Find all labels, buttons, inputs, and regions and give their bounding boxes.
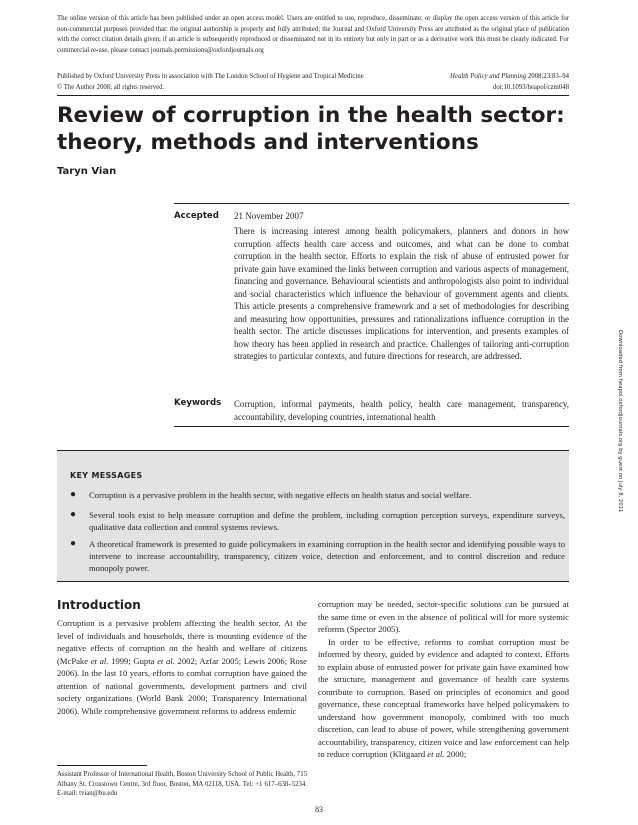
- key-message-item: [70, 538, 565, 574]
- journal-name: Health Policy and Planning: [450, 73, 527, 80]
- key-message-text: A theoretical framework is presented to guide policymakers in examining corruption in the health sector and identifying possible ways to intervene to increase accountability, transparency, citizen voice, detection and enforcement, and to control discretion and reduce monopoly power.: [89, 539, 565, 573]
- key-message-text: Corruption is a pervasive problem in the health sector, with negative effects on health status and social welfare.: [89, 490, 472, 500]
- keywords-list: Corruption, informal payments, health policy, health care management, transparency, accountability, developing countries, international health: [234, 399, 569, 422]
- key-message-text: Several tools exist to help measure corruption and define the problem, including corruption perception surveys, expenditure surveys, qualitative data collection and control systems reviews.: [89, 510, 565, 532]
- page-number: 83: [315, 805, 323, 814]
- accepted-label: Accepted: [174, 211, 219, 221]
- footnote-rule: [57, 765, 147, 766]
- introduction-heading: Introduction: [57, 598, 141, 612]
- bullet-icon: ●: [70, 509, 77, 520]
- publisher-line: Published by Oxford University Press in association with The London School of Hygiene and Tropical Medicine: [57, 73, 364, 80]
- keywords-label: Keywords: [174, 398, 222, 408]
- journal-citation: [450, 72, 569, 83]
- key-message-item: [70, 489, 565, 501]
- article-title: Review of corruption in the health sector: theory, methods and interventions: [57, 103, 565, 155]
- introduction-column-left: Corruption is a pervasive problem affecting the health sector. At the level of individuals and households, there is mounting evidence of the negative effects of corruption on the health and welfare of citizens (McPake et al. 1999; Gupta et al. 2002; Azfar 2005; Lewis 2006; Rose 2006). In the last 10 years, efforts to combat corruption have gained the attention of national governments, development partners and civil society organizations (World Bank 2000; Transparency International 2006). While comprehensive government reforms to address endemic: [57, 618, 307, 716]
- accepted-date: 21 November 2007: [234, 211, 304, 221]
- key-message-item: [70, 509, 565, 533]
- open-access-notice: The online version of this article has been published under an open access model. Users are entitled to use, reproduce, disseminate, or display the open access version of this article for non-commercial purposes provided that: the original authorship is properly and fully attributed; the Journal and Oxford University Press are attributed as the original place of publication with the correct citation details given; if an article is subsequently reproduced or disseminated not in its entirety but only in part or as a derivative work this must be clearly indicated. For commercial re-use, please contact journals.permissions@oxfordjournals.org: [57, 15, 569, 54]
- abstract-bottom-rule: [174, 426, 569, 427]
- author-name[interactable]: Taryn Vian: [57, 166, 117, 177]
- copyright-line: © The Author 2008; all rights reserved.: [57, 83, 165, 91]
- bullet-icon: ●: [70, 538, 77, 549]
- bullet-icon: ●: [70, 489, 77, 500]
- citation: 2008;23:83–94: [527, 73, 569, 80]
- paragraph: In order to be effective, reforms to combat corruption must be informed by theory, guided by evidence and adapted to context. Efforts to explain abuse of entrusted power for private gain have examined how the structure, management and governance of health care systems contribute to corruption. Based on principles of economics and good governance, these conceptual frameworks have helped policymakers to understand how government monopoly, combined with too much discretion, can lead to abuse of power, while strengthening government accountability, transparency, citizen voice and law enforcement can help to reduce corruption (Klitgaard et al. 2000;: [318, 636, 569, 759]
- paragraph: corruption may be needed, sector-specific solutions can be pursued at the same time or even in the absence of political will for more systemic reforms (Spector 2005).: [318, 599, 569, 634]
- doi[interactable]: doi:10.1093/heapol/czm048: [492, 83, 569, 91]
- download-side-note: Downloaded from heapol.oxfordjournals.org by guest on July 8, 2011: [617, 330, 623, 513]
- abstract-top-rule: [174, 203, 569, 204]
- author-footnote: Assistant Professor of International Health, Boston University School of Public Health, 715 Albany St. Crosstown Centre, 3rd floor, Boston, MA 02118, USA. Tel: +1 617–638–5234. E-mail: tvian@bu.edu: [57, 771, 307, 798]
- abstract-text: There is increasing interest among health policymakers, planners and donors in how corruption affects health care access and outcomes, and what can be done to combat corruption in the health sector. Efforts to explain the risk of abuse of entrusted power for private gain have examined the links between corruption and various aspects of management, financing and governance. Behavioural scientists and anthropologists also point to individual and social characteristics which influence the behaviour of government agents and clients. This article presents a comprehensive framework and a set of methodologies for describing and measuring how opportunities, pressures and rationalizations influence corruption in the health sector. The article discusses implications for intervention, and presents examples of how theory has been applied in research and practice. Challenges of tailoring anti-corruption strategies to particular contexts, and future directions for research, are addressed.: [234, 226, 569, 361]
- key-messages-title: KEY MESSAGES: [70, 471, 143, 480]
- introduction-column-right: [318, 598, 569, 761]
- header-rule: [57, 95, 569, 96]
